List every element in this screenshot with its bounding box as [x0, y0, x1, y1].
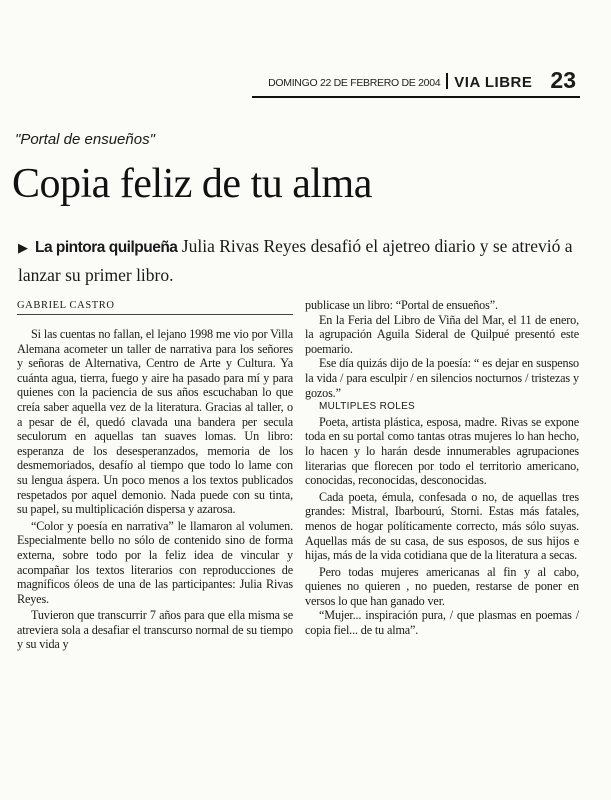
right-column [305, 298, 579, 638]
masthead-divider [446, 73, 448, 89]
page-masthead [252, 66, 580, 98]
paragraph: Poeta, artista plástica, esposa, madre. Rivas se expone toda en su portal como tantas otras mujeres lo han hecho, lo hacen y lo harán desde innumerables agrupaciones literarias que florecen por todo el territorio americano, conocidas, reconocidas, desconocidas. [305, 414, 579, 488]
deck-lead: La pintora quilpueña [35, 239, 178, 256]
article-headline: Copia feliz de tu alma [12, 161, 372, 207]
page-number: 23 [550, 67, 576, 93]
publication-date: DOMINGO 22 DE FEBRERO DE 2004 [268, 77, 441, 89]
paragraph: publicase un libro: “Portal de ensueños”. [305, 298, 498, 312]
newspaper-name: VIA LIBRE [454, 74, 533, 91]
section-subhead: MULTIPLES ROLES [319, 401, 416, 413]
deck-text: Julia Rivas Reyes desafió el ajetreo diario y se atrevió a lanzar su primer libro. [18, 236, 573, 285]
paragraph: Ese día quizás dijo de la poesía: “ es dejar en suspenso la vida / para esculpir / en silencios nocturnos / tristezas y gozos.” [305, 356, 579, 400]
paragraph: Tuvieron que transcurrir 7 años para que ella misma se atreviera sola a desafiar el transcurso normal de su tiempo y su vida y [17, 608, 293, 652]
left-column [17, 327, 293, 652]
paragraph: “Color y poesía en narrativa” le llamaron al volumen. Especialmente bello no sólo de contenido sino de forma externa, sobre todo por la feliz idea de vincular y acompañar los textos literarios con reproducciones de magníficos óleos de una de las participantes: Julia Rivas Reyes. [17, 518, 293, 606]
article-deck [18, 233, 573, 288]
closing-quote: “Mujer... inspiración pura, / que plasmas en poemas / copia fiel... de tu alma”. [305, 608, 579, 638]
paragraph: Cada poeta, émula, confesada o no, de aquellas tres grandes: Mistral, Ibarbourú, Storni. Estas más fatales, menos de hogar políticamente correcto, más sólo suyas. Aquellas más de su casa, de sus esposos, de sus hijos e hijas, más de la vida cotidiana que de la literatura a secas. [305, 489, 579, 563]
article-kicker: "Portal de ensueños" [15, 131, 155, 148]
paragraph: Pero todas mujeres americanas al fin y al cabo, quienes no quieren , no pueden, restarse de poner en versos lo que han ganado ver. [305, 564, 579, 608]
triangle-bullet-icon: ▶ [18, 241, 28, 256]
paragraph: Si las cuentas no fallan, el lejano 1998 me vio por Villa Alemana acometer un taller de narrativa para los señores y señoras de Alternativa, Centro de Arte y Cultura. Ya cuánta agua, tierra, fuego y aire ha pasado para mí y para quienes con la paciencia de sus años escuchaban lo que creía saber aquella vez de la literatura. Gracias al taller, o a pesar de él, quedó clavada una bandera per secula seculorum en aquellas tan suaves lomas. Un libro: esperanza de los desesperanzados, memoria de los desmemoriados, desafío al tiempo que todo lo lame con su lengua áspera. Un poco menos a los textos publicados respetados por aquel demonio. Nada puede con su tinta, su papel, su multiplicación dispersa y azarosa. [17, 327, 293, 517]
paragraph: En la Feria del Libro de Viña del Mar, el 11 de enero, la agrupación Aguila Sideral de Quilpué presentó este poemario. [305, 312, 579, 356]
byline: GABRIEL CASTRO [17, 300, 293, 315]
